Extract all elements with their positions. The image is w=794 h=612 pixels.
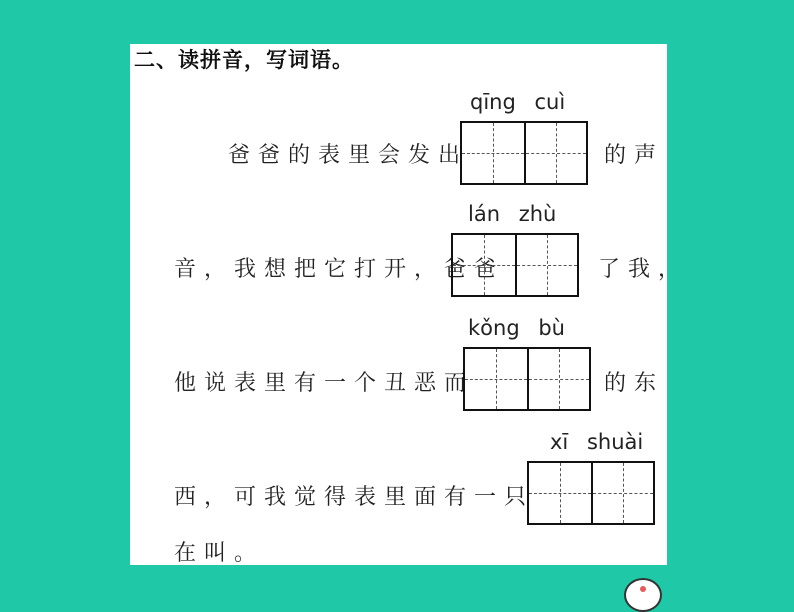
sentence-line-1-before: 爸爸的表里会发出	[228, 143, 469, 168]
pinyin-xishuai: xī shuài	[550, 430, 644, 454]
section-title: 二、读拼音，写词语。	[134, 48, 354, 72]
answer-cell[interactable]	[591, 463, 653, 523]
sentence-line-1-after: 的声	[604, 143, 665, 168]
answer-cell[interactable]	[465, 349, 527, 409]
cartoon-decoration	[624, 578, 662, 612]
cartoon-decoration-dot	[640, 586, 646, 592]
sentence-line-3-after: 的东	[604, 371, 665, 396]
sentence-line-5: 在叫。	[174, 541, 265, 566]
answer-grid-qingcui[interactable]	[460, 121, 588, 185]
sentence-line-3-before: 他说表里有一个丑恶而	[174, 371, 475, 396]
pinyin-kongbu: kǒng bù	[468, 316, 565, 340]
answer-cell[interactable]	[527, 349, 589, 409]
sentence-line-2-after: 了我，	[598, 257, 689, 282]
answer-grid-kongbu[interactable]	[463, 347, 591, 411]
sentence-line-2-before: 音，我想把它打开，爸爸	[174, 257, 505, 282]
exercise-card	[130, 44, 689, 566]
answer-cell[interactable]	[462, 123, 524, 183]
answer-cell[interactable]	[453, 235, 515, 295]
answer-grid-lanzhu[interactable]	[451, 233, 579, 297]
pinyin-qingcui: qīng cuì	[470, 90, 566, 114]
pinyin-lanzhu: lán zhù	[468, 202, 557, 226]
sentence-line-4-before: 西，可我觉得表里面有一只	[174, 485, 535, 510]
answer-cell[interactable]	[529, 463, 591, 523]
answer-grid-xishuai[interactable]	[527, 461, 655, 525]
answer-cell[interactable]	[524, 123, 586, 183]
answer-cell[interactable]	[515, 235, 577, 295]
